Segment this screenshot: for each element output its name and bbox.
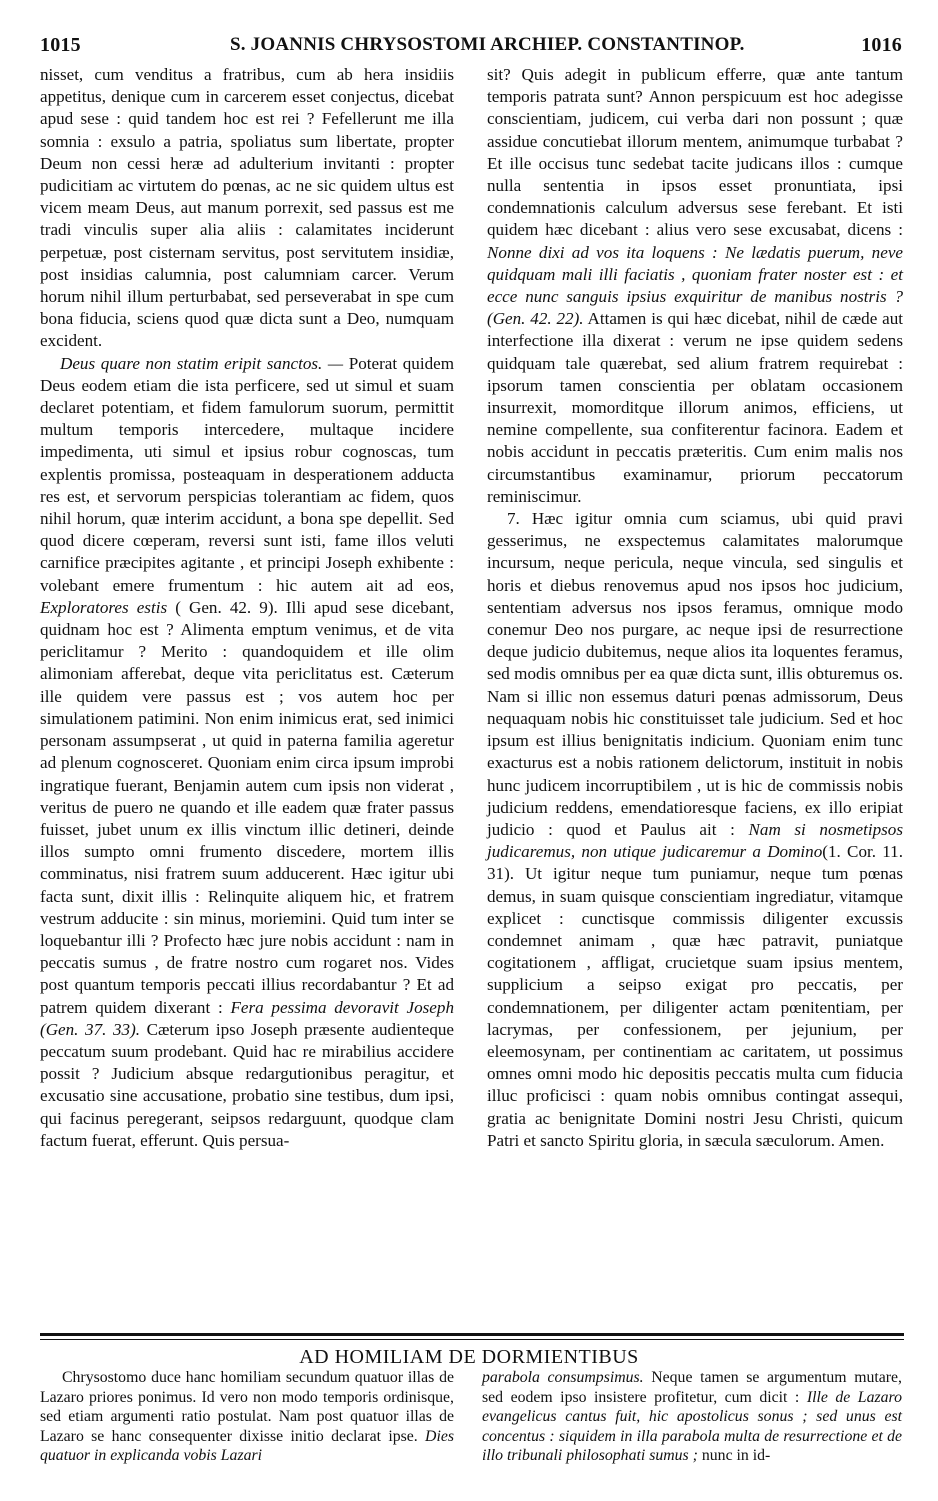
right-paragraph-1-b: Attamen is qui hæc dicebat, nihil de cæde aut interfectione illa dixerat : verum ne ipse quidem sedens quidquam tale quærebat, sed alium fratrem requirebat : ipsorum tamen conscientia per oblatam occasionem insurrexit, momorditque illorum animos, efficiens, ut nemine compellente, sua confiterentur facinora. Eadem et nobis accidunt in peccatis præteritis. Cum enim malis nos circumstantibus examinamur, priorum peccatorum reminiscimur.	[487, 309, 904, 506]
quote-nonne-dixi: Nonne dixi ad vos ita loquens : Ne lædatis puerum, neve quidquam mali illi faciatis , quoniam frater noster est : et ecce nunc sanguis ipsius exquiritur de manibus nostris ? (Gen. 42. 22).	[487, 242, 903, 329]
note-left-italic: Dies quatuor in explicanda vobis Lazari	[40, 1427, 454, 1464]
right-paragraph-1	[487, 64, 903, 508]
quote-exploratores: Exploratores estis	[40, 597, 168, 617]
ref-gen-42-9: ( Gen. 42. 9).	[175, 597, 278, 617]
left-paragraph-2-cont: Illi apud sese dicebant, quidnam hoc est ? Alimenta emptum venimus, et de vita periclitamur ? Merito : quandoquidem et ille olim alimoniam afferebat, deque vita periclitatus est. Cæterum ille quidem vere passus est ; vos autem hoc per simulationem patimini. Non enim inimicus erat, sed inimici personam assumpserat , ut quid in paterna familia ageretur ad plenum cognosceret. Quoniam enim circa ipsum improbi ingratique fuerant, Benjamin autem cum ipsis non viderat , veritus de puero ne quando et ille eadem quæ frater passus fuisset, jubet unum ex illis vinctum illic detineri, deinde illos sumpto omni frumento discedere, mortem illis comminatus, nisi fratrem suum adducerent. Hæc igitur ubi facta sunt, dixit illis : Relinquite aliquem hic, et fratrem vestrum adducite : sin minus, moriemini. Quid tum inter se loquebantur illi ? Profecto hæc jure nobis accidunt : nam in peccatis sumus , de fratre nostro cum rogaret nos. Vides post quantum temporis peccati illius recordabantur ? Et ad patrem quidem dixerant :	[40, 597, 454, 1017]
note-right-text-a: Neque tamen se argumentum mutare, sed eodem ipso insistere profitetur, cum dicit :	[482, 1369, 903, 1406]
left-paragraph-2-end: Cæterum ipso Joseph præsente audienteque peccatum suum prodebant. Quid hac re mirabilius accidere possit ? Judicium absque redargutionibus peragitur, et excusatio sine accusatione, probatio sine testibus, dum ipsi, qui facinus peregerant, seipsos redarguunt, quodque clam factum fuerat, efferunt. Quis persua-	[40, 1019, 454, 1150]
note-right-text-b: nunc in id-	[697, 1447, 771, 1464]
right-paragraph-1-a: sit? Quis adegit in publicum efferre, quæ ante tantum temporis patrata sunt? Annon perspicuum est hoc adegisse conscientiam, judicem, cui verba dari non possunt ; quæ assidue concutiebat illorum mentem, animumque turbabat ? Et ille occisus tunc sedebat tacite judicans illos : cumque nulla sententia in ipsos esset pronuntiata, ipsi condemnationis calculum adversus sese ferebant. Et isti quidem hæc dicebant : alius vero sese excusabat, dicens :	[487, 65, 903, 240]
ref-1-cor: (1. Cor. 11. 31).	[487, 842, 903, 884]
section-rule-thin	[40, 1339, 904, 1340]
left-column	[40, 64, 454, 1152]
right-paragraph-2	[487, 508, 903, 1152]
section-title: AD HOMILIAM DE DORMIENTIBUS	[299, 1346, 639, 1368]
note-right-paragraph	[482, 1368, 902, 1466]
sidenote-heading: Deus quare non statim eripit sanctos. —	[60, 353, 344, 373]
page-header	[40, 34, 902, 58]
note-right-column	[482, 1368, 902, 1466]
right-paragraph-2-a: 7. Hæc igitur omnia cum sciamus, ubi quid pravi gesserimus, ne exspectemus calamitates malorumque incursum, neque pericula, neque vincula, sed singulis et horis et diebus renovemus apud nos ipsos hoc judicium, sententiam adversus nos ipsos feramus, omnique modo conemur Deo nos purgare, ac neque ipsi de resurrectione deque judicio dubitemus, neque alios ita loquentes feramus, sed modis omnibus per ea quæ dicta sunt, illis obturemus os. Nam si illic non essemus daturi pœnas admissorum, Deus nequaquam nobis hic constituisset tale judicium. Sed et hoc ipsum est illius benignitatis indicium. Quoniam enim tunc exacturus est a nobis rationem delictorum, instituit in nobis hunc judicem incorruptibilem , ut is hic de commissis nobis judicium reddens, emendatioresque faciens, ex illo eripiat judicio : quod et Paulus ait :	[487, 509, 903, 839]
page-number-right: 1016	[861, 34, 902, 56]
quote-fera-pessima: Fera pessima devoravit Joseph (Gen. 37. 33).	[40, 997, 454, 1039]
note-right-italic-a: parabola consumpsimus.	[482, 1369, 644, 1386]
left-paragraph-1: nisset, cum venditus a fratribus, cum ab hera insidiis appetitus, denique cum in carcerem esset conjectus, dicebat apud sese : quid tandem hoc est rei ? Fefellerunt me illa somnia : exsulo a patria, spoliatus sum libertate, propter Deum non cessi heræ ad adulterium invitanti : propter pudicitiam ac virtutem do pœnas, ac ne sic quidem ultus est vicem meam Deus, aut manum porrexit, sed passus est me tradi vinculis super alia aliis : calamitates inciderunt perpetuæ, post cisternam servitus, post servitutem insidiæ, post insidias calumnia, post calumniam carcer. Verum horum nihil illum perturbabat, sed perseverabat in spe cum bona fiducia, sciens quod quæ dicta sunt a Deo, numquam excident.	[40, 65, 454, 351]
section-rule-thick	[40, 1333, 904, 1336]
note-right-italic-b: Ille de Lazaro evangelicus cantus fuit, hic apostolicus sonus ; sed unus est concentus : siquidem in illa parabola multa de resurrectione et de illo tribunali philosophati sumus ;	[482, 1388, 902, 1464]
note-left-text: Chrysostomo duce hanc homiliam secundum quatuor illas de Lazaro priores ponimus. Id vero non modo temporis ordinisque, sed etiam argumenti ratio postulat. Nam post quatuor illas de Lazaro se hanc consequenter dixisse initio declarat ipse.	[40, 1369, 454, 1445]
note-left-paragraph	[40, 1368, 454, 1466]
left-paragraph-2	[40, 353, 454, 1152]
right-column	[487, 64, 903, 1152]
note-left-column	[40, 1368, 454, 1466]
right-paragraph-2-b: Ut igitur neque tum puniamur, neque tum pœnas demus, in suam quisque conscientiam ingrediatur, vitamque explicet : cunctisque commissis diligenter excussis condemnet animam , quæ hæc patravit, puniatque cogitationem , affligat, crucietque suam ipsius mentem, supplicium a seipso exigat pro peccatis, per condemnationem, per diligenter actam pœnitentiam, per lacrymas, per confessionem, per jejunium, per eleemosynam, per continentiam ac caritatem, ut possimus omnes omni modo hic depositis peccatis multa cum fiducia illuc proficisci : quam nobis omnibus contingat assequi, gratia ac benignitate Domini nostri Jesu Christi, quicum Patri et sancto Spiritu gloria, in sæcula sæculorum. Amen.	[487, 864, 903, 1150]
left-paragraph-2-text: Poterat quidem Deus eodem etiam die ista perficere, sed ut simul et suam declaret potentiam, et fidem famulorum suorum, permittit multum temporis intercedere, multaque incidere impedimenta, uti simul et ipsius robur cognoscas, tum explentis promissa, posteaquam in desperationem adducta res est, et servorum perspicias tolerantiam ac fidem, quos nihil horum, quæ interim accidunt, a bona spe depellit. Sed quod dicere cœperam, reversi sunt isti, fame illos veluti carnifice præcipites agitante , et principi Joseph exhibente : volebant emere frumentum : hic autem ait ad eos,	[40, 353, 454, 595]
quote-paul: Nam si nosmetipsos judicaremus, non utique judicaremur a Domino	[487, 819, 903, 862]
running-title: S. JOANNIS CHRYSOSTOMI ARCHIEP. CONSTANTINOP.	[230, 34, 745, 55]
page-number-left: 1015	[40, 34, 81, 56]
